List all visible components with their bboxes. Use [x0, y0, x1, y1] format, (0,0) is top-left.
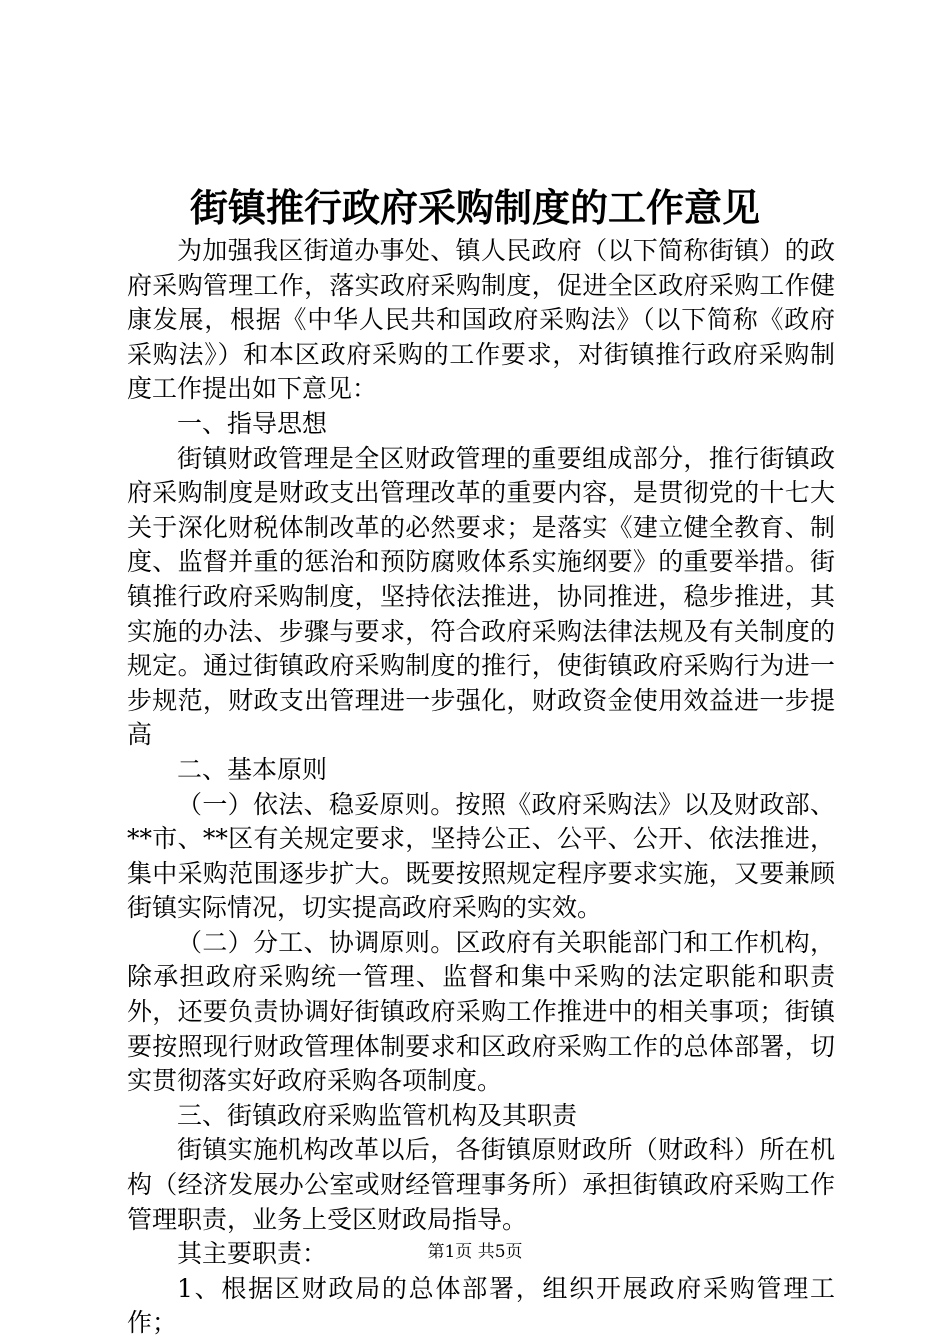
section-heading-basic-principles: 二、基本原则 — [177, 754, 328, 784]
document-body — [127, 234, 835, 1341]
duty-item-1: 1、根据区财政局的总体部署，组织开展政府采购管理工作； — [127, 1273, 835, 1338]
principle-two-paragraph: （二）分工、协调原则。区政府有关职能部门和工作机构，除承担政府采购统一管理、监督和集中采购的法定职能和职责外，还要负责协调好街镇政府采购工作推进中的相关事项；街镇要按照现行财政管理体制要求和区政府采购工作的总体部署，切实贯彻落实好政府采购各项制度。 — [127, 927, 835, 1096]
page-number-footer: 第1页 共5页 — [427, 1242, 523, 1262]
principle-one-paragraph: （一）依法、稳妥原则。按照《政府采购法》以及财政部、**市、**区有关规定要求，坚持公正、公平、公开、依法推进，集中采购范围逐步扩大。既要按照规定程序要求实施，又要兼顾街镇实际情况，切实提高政府采购的实效。 — [127, 789, 835, 923]
supervision-paragraph: 街镇实施机构改革以后，各街镇原财政所（财政科）所在机构（经济发展办公室或财经管理事务所）承担街镇政府采购工作管理职责，业务上受区财政局指导。 — [127, 1135, 835, 1234]
section-heading-guiding-ideology: 一、指导思想 — [177, 408, 328, 438]
intro-paragraph: 为加强我区街道办事处、镇人民政府（以下简称街镇）的政府采购管理工作，落实政府采购制度，促进全区政府采购工作健康发展，根据《中华人民共和国政府采购法》（以下简称《政府采购法》）和本区政府采购的工作要求，对街镇推行政府采购制度工作提出如下意见： — [127, 236, 835, 404]
section-heading-supervision: 三、街镇政府采购监管机构及其职责 — [177, 1100, 578, 1130]
main-duties-heading: 其主要职责： — [177, 1239, 328, 1269]
document-title: 街镇推行政府采购制度的工作意见 — [189, 185, 760, 230]
guiding-ideology-paragraph: 街镇财政管理是全区财政管理的重要组成部分，推行街镇政府采购制度是财政支出管理改革的重要内容，是贯彻党的十七大关于深化财税体制改革的必然要求；是落实《建立健全教育、制度、监督并重的惩治和预防腐败体系实施纲要》的重要举措。街镇推行政府采购制度，坚持依法推进，协同推进，稳步推进，其实施的办法、步骤与要求，符合政府采购法律法规及有关制度的规定。通过街镇政府采购制度的推行，使街镇政府采购行为进一步规范，财政支出管理进一步强化，财政资金使用效益进一步提高 — [127, 443, 835, 750]
